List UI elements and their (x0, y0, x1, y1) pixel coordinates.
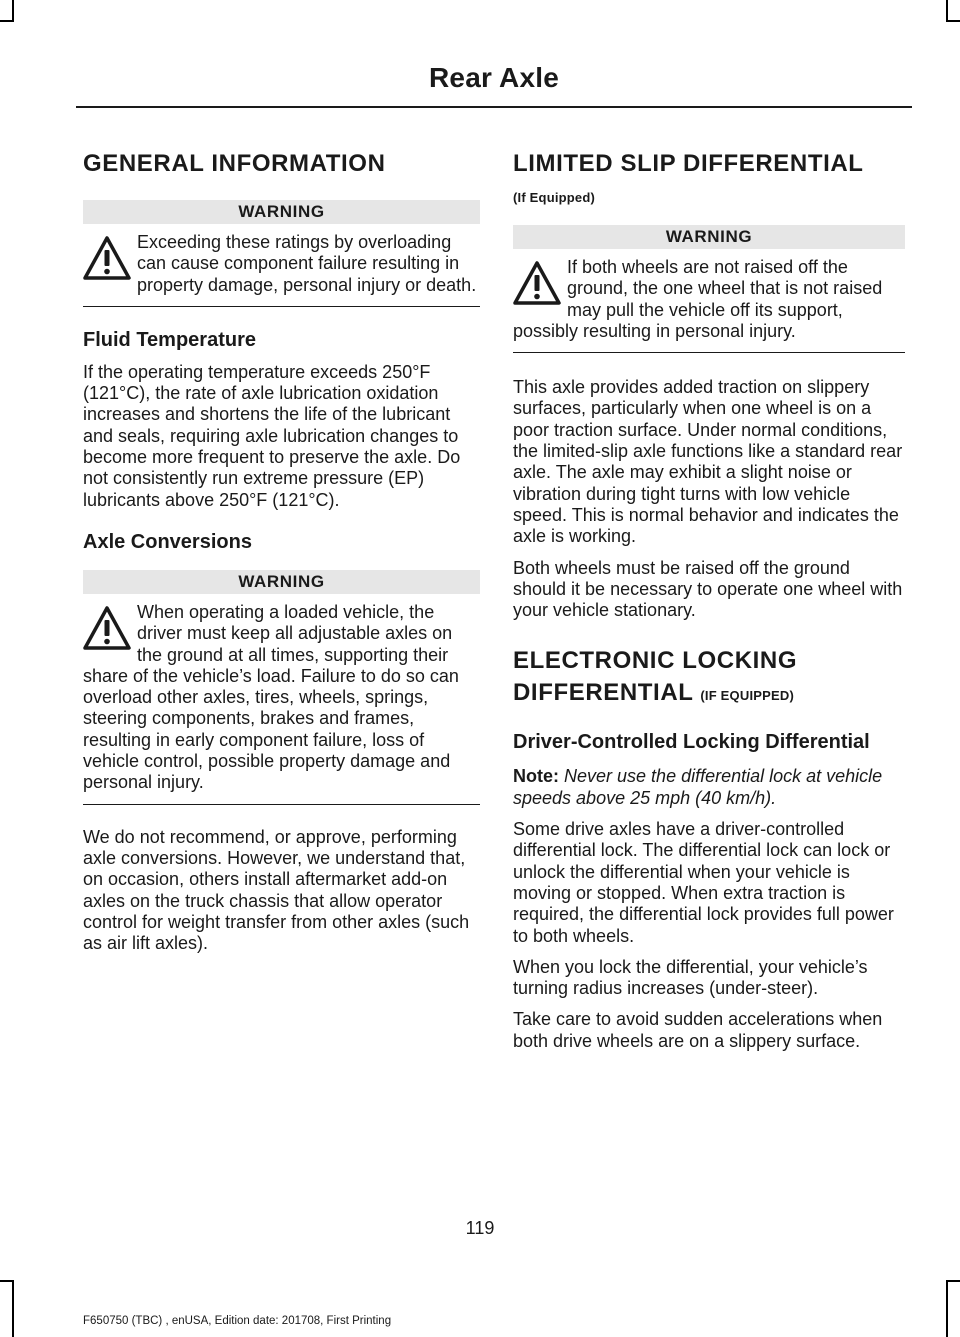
crop-mark (946, 1280, 960, 1282)
if-equipped-label: (If Equipped) (513, 190, 596, 205)
eld-body-2: When you lock the differential, your vehicle’s turning radius increases (under-steer). (513, 956, 868, 999)
crop-mark (0, 1280, 14, 1282)
note-label: Note: (513, 766, 559, 787)
heading-axle-conversions: Axle Conversions (83, 530, 252, 553)
limited-slip-body-1: This axle provides added traction on slippery surfaces, particularly when one wheel is on a poor traction surface. Under normal conditions, the limited-slip axle functions like a standard rear axle. The axle may exhibit a slight noise or vibration during tight turns with low vehicle speed. This is normal behavior and indicates the axle is working. (513, 377, 903, 547)
note (513, 766, 905, 809)
warning-text: Exceeding these ratings by overloading can cause component failure resulting in property damage, personal injury or death. (137, 232, 477, 295)
header-rule (76, 106, 912, 108)
warning-rule (83, 804, 480, 805)
warning-box (513, 249, 905, 342)
if-equipped-label: (IF EQUIPPED) (700, 688, 794, 704)
section-title-general-information: GENERAL INFORMATION (83, 150, 386, 177)
warning-header: WARNING (83, 200, 480, 224)
page-title: Rear Axle (429, 62, 559, 93)
left-column (83, 145, 480, 954)
eld-body-1: Some drive axles have a driver-controlled differential lock. The differential lock can lock or unlock the differential when your vehicle is moving or stopped. When extra traction is required, the differential lock provides full power to both wheels. (513, 819, 894, 946)
heading-fluid-temperature: Fluid Temperature (83, 328, 256, 351)
eld-body-3: Take care to avoid sudden accelerations when both drive wheels are on a slippery surface. (513, 1009, 883, 1051)
section-title-line-1: ELECTRONIC LOCKING (513, 647, 798, 675)
crop-mark (0, 20, 14, 22)
page-number: 119 (465, 1218, 495, 1238)
crop-mark (12, 1280, 14, 1337)
crop-mark (12, 0, 14, 22)
warning-text: If both wheels are not raised off the ground, the one wheel that is not raised may pull the vehicle off its support, possibly resulting in personal injury. (513, 257, 883, 341)
warning-triangle-icon (83, 604, 131, 652)
axle-conversions-body: We do not recommend, or approve, performing axle conversions. However, we understand that, on occasion, others install aftermarket add-on axles on the truck chassis that allow operator control for weight transfer from other axles (such as air lift axles). (83, 826, 470, 954)
warning-text: When operating a loaded vehicle, the driver must keep all adjustable axles on the ground at all times, supporting their share of the vehicle’s load. Failure to do so can overload other axles, tires, wheels, springs, steering components, brakes and frames, resulting in early component failure, loss of vehicle control, possible property damage and personal injury. (83, 601, 459, 793)
warning-triangle-icon (83, 234, 131, 282)
section-title-electronic-locking (513, 645, 905, 712)
warning-rule (513, 352, 905, 353)
right-column (513, 145, 905, 1052)
limited-slip-body-2: Both wheels must be raised off the ground should it be necessary to operate one wheel with your vehicle stationary. (513, 557, 903, 621)
heading-driver-controlled-locking: Driver-Controlled Locking Differential (513, 731, 870, 754)
warning-box (83, 594, 480, 794)
warning-header: WARNING (513, 225, 905, 249)
note-text: Never use the differential lock at vehicle speeds above 25 mph (40 km/h). (513, 766, 883, 808)
footer-edition: F650750 (TBC) , enUSA, Edition date: 201708, First Printing (83, 1315, 392, 1327)
section-title-limited-slip: LIMITED SLIP DIFFERENTIAL (513, 150, 864, 177)
warning-rule (83, 306, 480, 307)
section-title-line-2: DIFFERENTIAL (513, 679, 694, 707)
crop-mark (946, 0, 948, 22)
warning-triangle-icon (513, 259, 561, 307)
crop-mark (946, 1280, 948, 1337)
warning-box (83, 224, 480, 296)
fluid-temperature-body: If the operating temperature exceeds 250°F (121°C), the rate of axle lubrication oxidation increases and shortens the life of the lubricant and seals, requiring axle lubrication changes to become more frequent to preserve the axle. Do not consistently run extreme pressure (EP) lubricants above 250°F (121°C). (83, 361, 461, 510)
warning-header: WARNING (83, 570, 480, 594)
crop-mark (946, 20, 960, 22)
